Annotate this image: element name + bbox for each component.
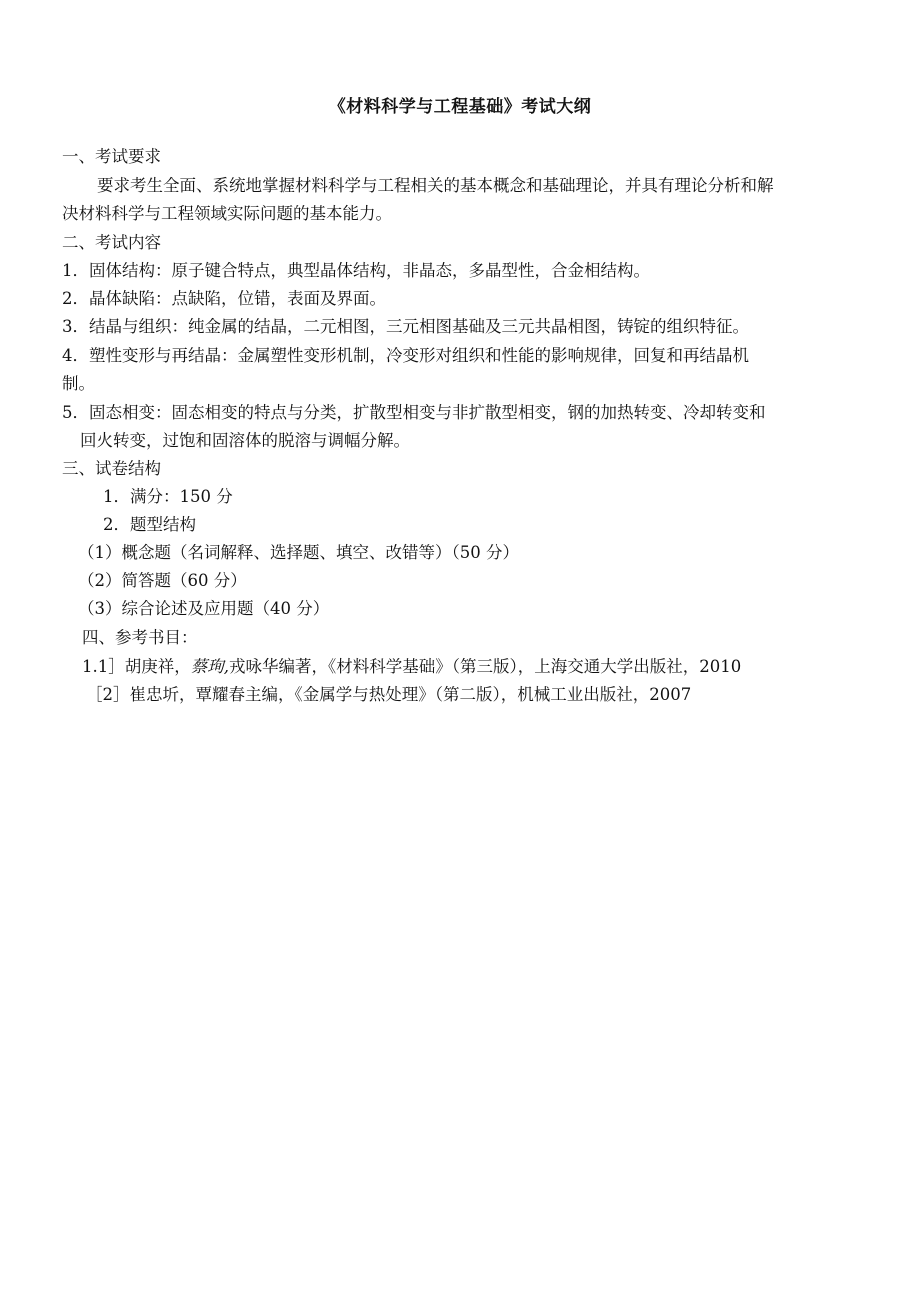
- reference-1: [82, 656, 741, 678]
- reference-1-prefix: 1.1］胡庚祥，: [82, 657, 191, 676]
- content-item-3: 3．结晶与组织：纯金属的结晶，二元相图，三元相图基础及三元共晶相图，铸锭的组织特征。: [62, 317, 749, 336]
- content-item-4-line-2: 制。: [62, 374, 95, 393]
- section-heading-requirements: 一、考试要求: [62, 147, 161, 166]
- content-item-5-line-1: 5．固态相变：固态相变的特点与分类，扩散型相变与非扩散型相变，钢的加热转变、冷却转变和: [62, 403, 766, 422]
- content-item-1: 1．固体结构：原子键合特点，典型晶体结构，非晶态，多晶型性，合金相结构。: [62, 261, 650, 280]
- section-heading-references: 四、参考书目：: [82, 628, 198, 647]
- content-item-2: 2．晶体缺陷：点缺陷，位错，表面及界面。: [62, 289, 386, 308]
- requirements-paragraph-line-1: 要求考生全面、系统地掌握材料科学与工程相关的基本概念和基础理论，并具有理论分析和解: [97, 176, 774, 195]
- section-heading-content: 二、考试内容: [62, 233, 161, 252]
- content-item-4-line-1: 4．塑性变形与再结晶：金属塑性变形机制，冷变形对组织和性能的影响规律，回复和再结晶机: [62, 346, 749, 365]
- content-item-5-line-2: 回火转变，过饱和固溶体的脱溶与调幅分解。: [80, 431, 410, 450]
- structure-part-3: （3）综合论述及应用题（40 分）: [78, 599, 330, 618]
- document-title: 《材料科学与工程基础》考试大纲: [328, 97, 592, 117]
- requirements-paragraph-line-2: 决材料科学与工程领域实际问题的基本能力。: [62, 204, 392, 223]
- reference-2: ［2］崔忠圻，覃耀春主编，《金属学与热处理》（第二版），机械工业出版社，2007: [86, 685, 692, 704]
- structure-question-types: 2．题型结构: [103, 515, 196, 534]
- structure-part-1: （1）概念题（名词解释、选择题、填空、改错等）（50 分）: [78, 543, 519, 562]
- reference-1-rest: 戎咏华编著，《材料科学基础》（第三版），上海交通大学出版社，2010: [229, 657, 742, 676]
- structure-total-score: 1．满分：150 分: [103, 487, 233, 506]
- structure-part-2: （2）简答题（60 分）: [78, 571, 247, 590]
- reference-1-italic-author: 蔡珣,: [190, 657, 229, 676]
- section-heading-structure: 三、试卷结构: [62, 459, 161, 478]
